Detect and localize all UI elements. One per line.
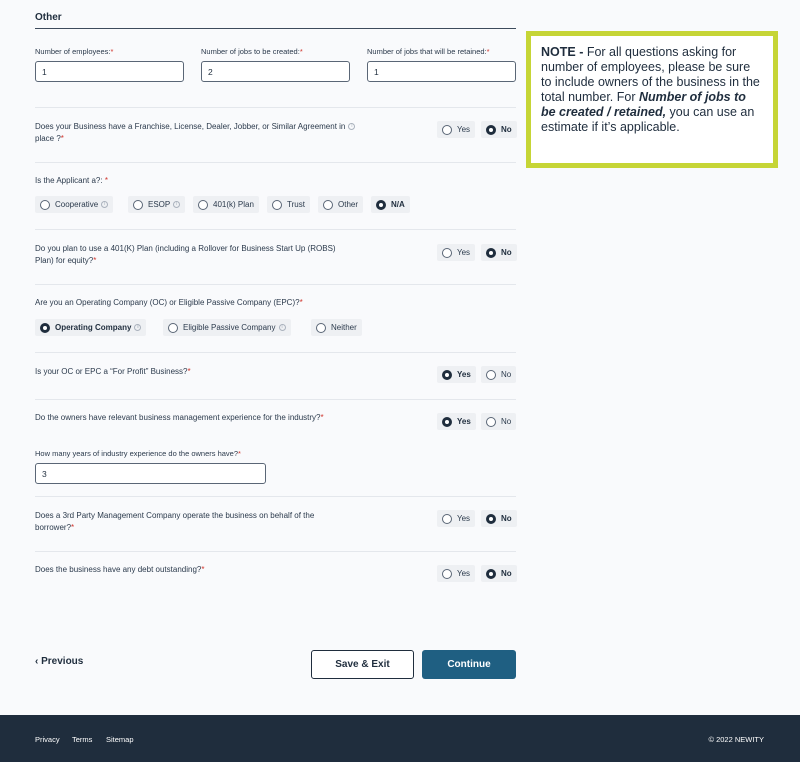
divider: [35, 162, 516, 163]
applicant-question: Is the Applicant a?: *: [35, 176, 108, 185]
applicant-esop-option[interactable]: ESOP i: [128, 196, 185, 213]
divider: [35, 399, 516, 400]
years-experience-input[interactable]: [35, 463, 266, 484]
401k-yes-option[interactable]: Yes: [437, 244, 475, 261]
divider: [35, 284, 516, 285]
eligible-passive-company-option[interactable]: Eligible Passive Company i: [163, 319, 291, 336]
info-icon[interactable]: i: [348, 123, 355, 130]
radio-icon: [198, 200, 208, 210]
footer-copyright: © 2022 NEWITY: [708, 735, 764, 744]
radio-icon: [168, 323, 178, 333]
continue-button[interactable]: Continue: [422, 650, 516, 679]
divider: [35, 229, 516, 230]
radio-icon: [486, 514, 496, 524]
franchise-no-option[interactable]: No: [481, 121, 517, 138]
employees-input[interactable]: [35, 61, 184, 82]
franchise-yes-option[interactable]: Yes: [437, 121, 475, 138]
management-yes-option[interactable]: Yes: [437, 510, 475, 527]
radio-icon: [486, 569, 496, 579]
divider: [35, 496, 516, 497]
radio-icon: [442, 514, 452, 524]
info-icon[interactable]: i: [134, 324, 141, 331]
divider: [35, 352, 516, 353]
401k-question: Do you plan to use a 401(K) Plan (including a Rollover for Business Start Up (ROBS) Plan) for equity?*: [35, 244, 336, 265]
management-no-option[interactable]: No: [481, 510, 517, 527]
section-divider: [35, 28, 516, 29]
previous-link[interactable]: ‹ Previous: [35, 656, 84, 667]
applicant-other-option[interactable]: Other: [318, 196, 363, 213]
radio-icon: [486, 370, 496, 380]
management-company-question: Does a 3rd Party Management Company operate the business on behalf of the borrower?*: [35, 511, 315, 532]
divider: [35, 107, 516, 108]
for-profit-yes-option[interactable]: Yes: [437, 366, 476, 383]
experience-question: Do the owners have relevant business management experience for the industry?*: [35, 413, 324, 422]
footer: [0, 715, 800, 762]
radio-icon: [486, 125, 496, 135]
for-profit-no-option[interactable]: No: [481, 366, 516, 383]
radio-icon: [442, 125, 452, 135]
radio-icon: [40, 323, 50, 333]
radio-icon: [486, 417, 496, 427]
divider: [35, 551, 516, 552]
company-type-question: Are you an Operating Company (OC) or Eligible Passive Company (EPC)?*: [35, 298, 303, 307]
radio-icon: [376, 200, 386, 210]
footer-sitemap-link[interactable]: Sitemap: [106, 735, 134, 744]
info-icon[interactable]: i: [173, 201, 180, 208]
jobs-created-input[interactable]: [201, 61, 350, 82]
note-callout: NOTE - For all questions asking for number of employees, please be sure to include owners of the business in the total number. For Number of jobs to be created / retained, you can use an estimate if it’s applicable.: [526, 31, 778, 168]
applicant-401k-option[interactable]: 401(k) Plan: [193, 196, 259, 213]
for-profit-question: Is your OC or EPC a “For Profit” Business?*: [35, 367, 191, 376]
debt-question: Does the business have any debt outstanding?*: [35, 565, 205, 574]
years-experience-label: How many years of industry experience do the owners have?*: [35, 449, 241, 458]
jobs-created-label: Number of jobs to be created:*: [201, 47, 303, 56]
radio-icon: [486, 248, 496, 258]
footer-privacy-link[interactable]: Privacy: [35, 735, 60, 744]
radio-icon: [323, 200, 333, 210]
save-exit-button[interactable]: Save & Exit: [311, 650, 414, 679]
radio-icon: [442, 370, 452, 380]
section-title: Other: [35, 12, 62, 23]
applicant-cooperative-option[interactable]: Cooperative i: [35, 196, 113, 213]
radio-icon: [316, 323, 326, 333]
franchise-question: Does your Business have a Franchise, License, Dealer, Jobber, or Similar Agreement in i place ?*: [35, 121, 425, 145]
applicant-na-option[interactable]: N/A: [371, 196, 410, 213]
experience-yes-option[interactable]: Yes: [437, 413, 476, 430]
employees-label: Number of employees:*: [35, 47, 114, 56]
jobs-retained-label: Number of jobs that will be retained:*: [367, 47, 490, 56]
jobs-retained-input[interactable]: [367, 61, 516, 82]
debt-no-option[interactable]: No: [481, 565, 517, 582]
neither-option[interactable]: Neither: [311, 319, 362, 336]
radio-icon: [133, 200, 143, 210]
info-icon[interactable]: i: [279, 324, 286, 331]
radio-icon: [442, 248, 452, 258]
footer-terms-link[interactable]: Terms: [72, 735, 93, 744]
info-icon[interactable]: i: [101, 201, 108, 208]
radio-icon: [442, 569, 452, 579]
note-heading: NOTE -: [541, 45, 584, 59]
operating-company-option[interactable]: Operating Company i: [35, 319, 146, 336]
radio-icon: [442, 417, 452, 427]
experience-no-option[interactable]: No: [481, 413, 516, 430]
applicant-trust-option[interactable]: Trust: [267, 196, 310, 213]
radio-icon: [272, 200, 282, 210]
radio-icon: [40, 200, 50, 210]
debt-yes-option[interactable]: Yes: [437, 565, 475, 582]
401k-no-option[interactable]: No: [481, 244, 517, 261]
